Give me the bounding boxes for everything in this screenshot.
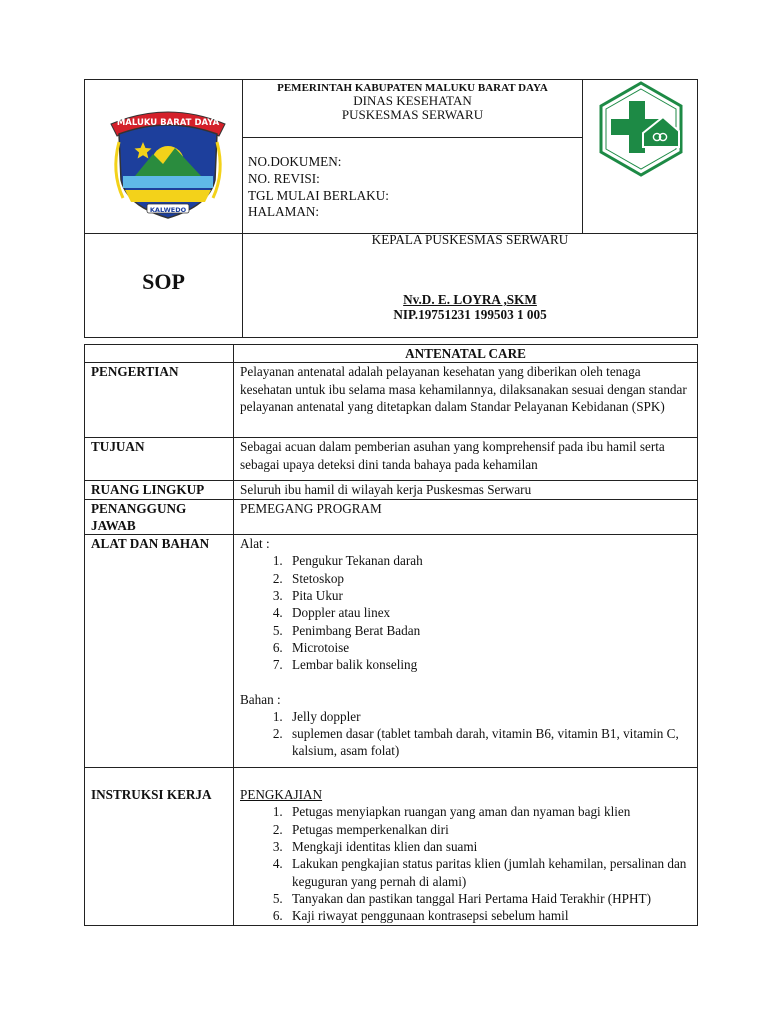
pengkajian-list-item: 5. Tanyakan dan pastikan tanggal Hari Pertama Haid Terakhir (HPHT) [286, 890, 691, 907]
head-nip: NIP.19751231 199503 1 005 [393, 307, 547, 322]
bahan-list [240, 708, 691, 760]
pj-text: PEMEGANG PROGRAM [234, 499, 698, 535]
bahan-list-item: 2. suplemen dasar (tablet tambah darah, vitamin B6, vitamin B1, vitamin C, kalsium, asam folat) [286, 725, 691, 760]
crest-ribbon-text: KALWEDO [149, 206, 187, 214]
pengkajian-list-item: 4. Lakukan pengkajian status paritas klien (jumlah kehamilan, persalinan dan keguguran yang pernah di alami) [286, 855, 691, 890]
instruksi-label: INSTRUKSI KERJA [85, 768, 234, 925]
table-title-row [85, 345, 698, 363]
alat-list-item: 4. Doppler atau linex [286, 604, 691, 621]
divider-right-logo [582, 80, 583, 233]
table-title: ANTENATAL CARE [234, 345, 698, 363]
pengertian-text: Pelayanan antenatal adalah pelayanan kesehatan yang diberikan oleh tenaga kesehatan untuk ibu selama masa kehamilannya, dilaksanakan sesuai dengan standar pelayanan antenatal yang ditetapkan dalam Standar Pelayanan Kebidanan (SPK) [234, 363, 698, 438]
header-box [84, 79, 698, 338]
row-instruksi-kerja [85, 768, 698, 925]
unit-line: PUSKESMAS SERWARU [341, 107, 484, 122]
pengkajian-list-item: 1. Petugas menyiapkan ruangan yang aman dan nyaman bagi klien [286, 803, 691, 820]
district-crest-logo [105, 102, 231, 220]
pengkajian-list [240, 803, 691, 924]
alat-label: ALAT DAN BAHAN [85, 535, 234, 768]
alat-list-item: 5. Penimbang Berat Badan [286, 622, 691, 639]
doc-info [248, 154, 389, 221]
doc-no-label: NO.DOKUMEN: [248, 154, 342, 169]
head-title: KEPALA PUSKESMAS SERWARU [371, 232, 569, 247]
alat-list-item: 1. Pengukur Tekanan darah [286, 552, 691, 569]
row-tujuan [85, 438, 698, 481]
dept-line: DINAS KESEHATAN [353, 93, 472, 108]
row-alat-bahan [85, 535, 698, 768]
pengkajian-list-item: 2. Petugas memperkenalkan diri [286, 821, 691, 838]
divider-title [242, 137, 583, 138]
alat-list-item: 3. Pita Ukur [286, 587, 691, 604]
bahan-heading: Bahan : [240, 691, 281, 707]
crest-banner-text: MALUKU BARAT DAYA [116, 118, 220, 128]
alat-list-item: 7. Lembar balik konseling [286, 656, 691, 673]
head-name: Nv.D. E. LOYRA ,SKM [403, 292, 537, 307]
tujuan-label: TUJUAN [85, 438, 234, 481]
pj-label: PENANGGUNG JAWAB [85, 499, 234, 535]
alat-heading: Alat : [240, 536, 270, 552]
pengkajian-list-item: 3. Mengkaji identitas klien dan suami [286, 838, 691, 855]
page-label: HALAMAN: [248, 204, 320, 220]
gov-line: PEMERINTAH KABUPATEN MALUKU BARAT DAYA [277, 82, 548, 94]
alat-list-item: 6. Microtoise [286, 639, 691, 656]
pengertian-label: PENGERTIAN [85, 363, 234, 438]
tujuan-text: Sebagai acuan dalam pemberian asuhan yang komprehensif pada ibu hamil serta sebagai upaya deteksi dini tanda bahaya pada kehamilan [234, 438, 698, 481]
pengkajian-list-item: 6. Kaji riwayat penggunaan kontrasepsi sebelum hamil [286, 907, 691, 924]
alat-cell [234, 535, 698, 768]
ruang-label: RUANG LINGKUP [85, 481, 234, 499]
ruang-text: Seluruh ibu hamil di wilayah kerja Puskesmas Serwaru [234, 481, 698, 499]
row-pengertian [85, 363, 698, 438]
alat-list-item: 2. Stetoskop [286, 570, 691, 587]
revision-label: NO. REVISI: [248, 170, 320, 186]
row-penanggung-jawab [85, 499, 698, 535]
sop-content-table [84, 344, 698, 926]
start-date-label: TGL MULAI BERLAKU: [248, 187, 389, 203]
row-ruang-lingkup [85, 481, 698, 499]
sop-label: SOP [142, 269, 185, 294]
puskesmas-logo [593, 81, 689, 177]
instruksi-cell [234, 768, 698, 925]
pengkajian-heading: PENGKAJIAN [240, 787, 323, 803]
alat-list [240, 552, 691, 673]
bahan-list-item: 1. Jelly doppler [286, 708, 691, 725]
